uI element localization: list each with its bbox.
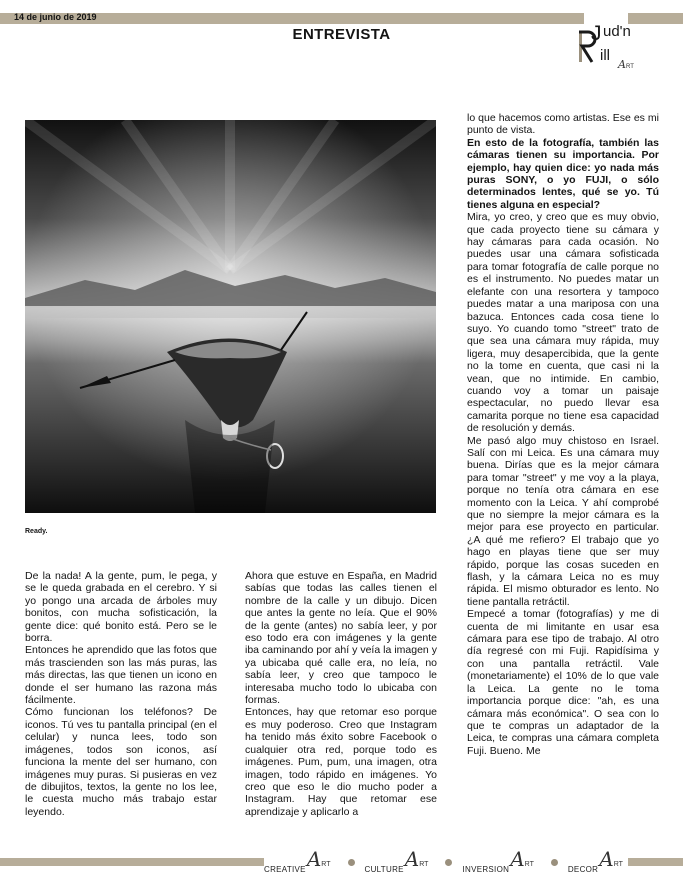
issue-date: 14 de junio de 2019: [14, 12, 97, 22]
bullet-icon: [551, 859, 558, 866]
paragraph: Entonces, hay que retomar eso porque es muy poderoso. Creo que Instagram ha tenido más éxito sobre Facebook o cualquier otra red, porque todo es imágenes. Pum, pum, una imagen, otra imagen, todo rápido en imágenes. Yo creo que eso le dio mucho poder a Instagram. Hay que retomar ese aprendizaje y aplicarlo a: [245, 706, 437, 818]
paragraph: lo que hacemos como artistas. Ese es mi punto de vista.: [467, 112, 659, 137]
footer-culture-art[interactable]: [364, 847, 429, 874]
column-left: [25, 570, 217, 818]
paragraph: Empecé a tomar (fotografías) y me di cuenta de mi limitante en usar esa cámara para ese tipo de trabajo. Al otro día regresé con mi Fuji. Rapidísima y con una pantalla retráctil. Vale (monetariamente) el 10% de lo que vale la Leica. La gente no le toma importancia porque dice: "ah, es una cámara más económica". O sea con lo que te compras un adaptador de la Leica, te compras una cámara completa Fuji. Bueno. Me: [467, 608, 659, 757]
svg-text:ill: ill: [600, 47, 610, 64]
svg-text:J: J: [591, 22, 601, 45]
footer-label: CREATIVE: [264, 865, 306, 874]
bullet-icon: [348, 859, 355, 866]
paragraph: Cómo funcionan los teléfonos? De iconos. Tú ves tu pantalla principal (en el celular) y nunca lees, todo son imágenes, todos son iconos, así funciona la mente del ser humano, con imágenes muy puras. Si pusieras en vez de dibujitos, textos, la gente no los lee, le cuesta mucho más trabajo estar leyendo.: [25, 706, 217, 818]
art-mark: ART: [510, 847, 534, 871]
svg-text:A: A: [618, 58, 626, 70]
footer-label: DECOR: [567, 865, 599, 874]
footer-nav: [264, 847, 628, 874]
paragraph: Mira, yo creo, y creo que es muy obvio, que cada proyecto tiene su cámara y hay cámaras para cada ocasión. No puedes usar una cámara sofisticada para tomar fotografía de calle porque no es el instrumento. No puedes matar un elefante con una resortera y tampoco puedes matar a una mariposa con una bazuca. Entonces cada cosa tiene lo suyo. Yo cuando tomo "street" trato de que sea una cámara muy rápida, muy ligera, muy desapercibida, que la gente no la tome en cuenta, que casi ni la vean, que no intimide. En cambio, cuando voy a tomar un paisaje espectacular, no puedo llevar esa camarita porque no tiene esa capacidad de resolución y demás.: [467, 211, 659, 435]
footer-inversion-art[interactable]: [462, 847, 534, 874]
art-mark: ART: [404, 847, 429, 871]
art-mark: ART: [306, 847, 331, 871]
svg-text:RT: RT: [626, 64, 634, 70]
paragraph: Ahora que estuve en España, en Madrid sabías que todas las calles tienen el nombre de la calle y un dibujo. Dicen que antes la gente no leía. Que el 90% de la gente (antes) no sabía leer, y por eso todo era con imágenes y la gente iba caminando por ahí y veía la imagen y ya ubicaba qué calle era, no leía, no sabía leer, y creo que tampoco le interesaba mucho todo lo ubicaba con formas.: [245, 570, 437, 707]
footer-label: CULTURE: [364, 865, 404, 874]
column-right: [467, 112, 659, 757]
footer-creative-art[interactable]: [264, 847, 331, 874]
paragraph: De la nada! A la gente, pum, le pega, y se le queda grabada en el cerebro. Y si yo pongo una arcada de árboles muy bonitos, con mucha sofisticación, la gente dice: qué bonito está. Pero se le borra.: [25, 570, 217, 645]
judn-rill-logo: [570, 10, 670, 70]
photo-caption: Ready.: [25, 528, 48, 535]
boat-photograph: [25, 120, 436, 513]
column-middle: [245, 570, 437, 818]
bullet-icon: [445, 859, 452, 866]
footer-decor-art[interactable]: [567, 847, 623, 874]
section-title: ENTREVISTA: [292, 26, 391, 43]
interview-question: En esto de la fotografía, también las cámaras tienen su importancia. Por ejemplo, hay quien dice: yo nada más puras SONY, o yo FUJI, o sólo determinados lentes, qué se yo. Tú tienes alguna en especial?: [467, 136, 659, 211]
paragraph: Entonces he aprendido que las fotos que más trascienden son las más puras, las más directas, las que tienen un icono en donde el ser humano las razona más fácilmente.: [25, 644, 217, 707]
svg-text:ud'n: ud'n: [603, 23, 631, 40]
art-mark: ART: [599, 847, 623, 871]
paragraph: Me pasó algo muy chistoso en Israel. Salí con mi Leica. Es una cámara muy buena. Dirías que es la mejor cámara para tomar "street" y me voy a la playa, porque no tenía otra cámara en ese momento con la Leica. Y ahí comprobé que no siempre la mejor cámara es la mejor para ese proyecto en particular. ¿A qué me refiero? El trabajo que yo hago en playas tiene que ser muy rápido, porque las cosas suceden en flash, y la cámara Leica no es muy rápida. El mismo obturador es lento. No tiene pantalla retráctil.: [467, 434, 659, 608]
footer-label: INVERSION: [462, 865, 510, 874]
